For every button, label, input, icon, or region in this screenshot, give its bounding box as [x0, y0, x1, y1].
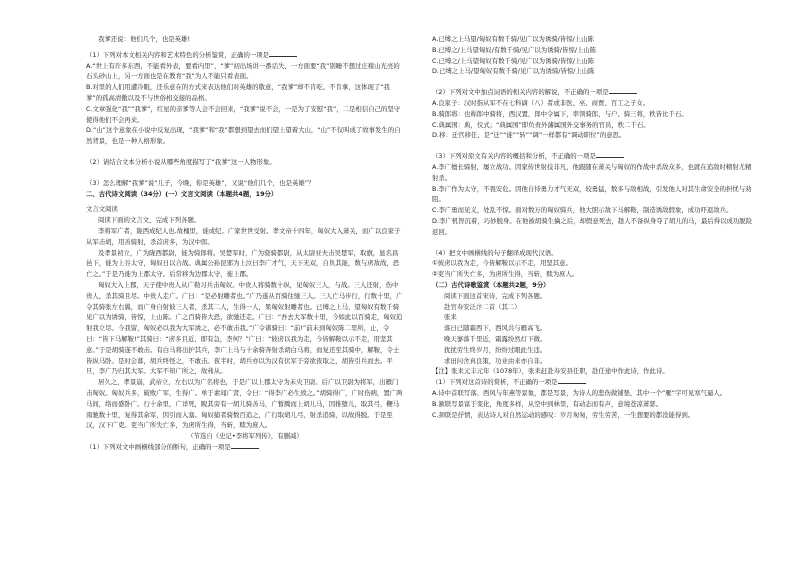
poem-title: 赴官寿安泛汴二首（其二） [444, 302, 521, 311]
classical-question-2: （2）下列对文中加点词语的相关内容的解说，不正确的一项是 [432, 87, 754, 98]
punct-option-c: C.已缚之/上马望匈奴有数千骑/见广以为诱骑/皆惊/上山陈 [432, 56, 595, 65]
poetry-option-b: B.颔联写景富于变化，角度多样，从空中到林里，有动态而有声，意境苍凉萧瑟。 [432, 399, 663, 408]
passage-instruction: 阅读下面的文言文，完成下列各题。 [98, 216, 201, 225]
option-d: D.“山”这个意象在小说中反复出现，“我爹”和“我”都想到望去而们望上望着大山，“山”不仅叫成了故事发生的自然背景，也是一种人格形象。 [86, 126, 401, 146]
analysis-option-d: D.李广机智沉着，巧妙脱身。在他被胡骑生擒之后，却假意死去，趁人不备纵身夺了胡儿的马，最后得以成功脱险返回。 [432, 216, 753, 236]
analysis-option-a: A.李广擅长骑射，屡立战功。因家传世射技非凡，他跟随在萧关与匈奴的作战中杀敌众多，也就在追敌时精射尤精射杀。 [432, 162, 752, 182]
story-ending: 我爹还说：他们几个，也是英雄! [98, 35, 191, 43]
question-2: （2）请结合文本分析小说从哪些角度描写了“我爹”这一人物形象。 [86, 157, 276, 166]
passage-paragraph-4: 居久之，孝景崩，武帝立，左右以为广名将也，于是广以上郡太守为未央卫尉。后广以卫尉为将军，出雁门击匈奴。匈奴兵多，破败广军，生得广。单于素闻广贤，令曰：“得李广必生致之。”胡骑得广，广时伤病，置广两马间，络而盛卧广。行十余里，广详死，睨其旁有一胡儿骑善马，广暂腾而上胡儿马，因推堕儿，取其弓，鞭马南驰数十里，复得其余军，因引而入塞。匈奴捕者骑数百追之，广行取胡儿弓，射杀追骑，以故得脱。于是至汉，汉下广吏。吏当广所失亡多，为虏所生得，当斩，赎为庶人。 [86, 378, 403, 430]
classical-question-3: （3）下列对原文有关内容的概括和分析，不正确的一项是 [432, 151, 754, 162]
term-option-d: D.移：迁官移任，是“迁”“徙”“转”“调”一样都有“调动职位”的意思。 [432, 131, 626, 140]
passage-source: （节选自《史记•李将军列传》，有删减） [187, 432, 303, 441]
punct-option-b: B.已缚之/上马望匈奴/有数千骑/见广以为诱骑/皆惊/上山陈 [432, 45, 597, 54]
analysis-option-c: C.李广勇而见义，处乱不惊。面对数万的匈奴骑兵，他大胆示敌下马解鞍，制造诱敌假象，成功吓退敌兵。 [432, 206, 733, 215]
translate-sentence-1: ①彼虏以我为走，今皆解鞍以示不走，用坚其意。 [432, 259, 572, 268]
poem-note: 【注】张耒元丰元年（1078年），张耒赶赴寿安县任职，赴任途中作此诗，作此诗。 [432, 367, 669, 376]
poem-line-2: 晚天寥落千里近，霜露纷然灯下微。 [444, 334, 547, 343]
passage-paragraph-3: 匈奴大入上郡，天子使中贵人从广勒习兵击匈奴。中贵人将骑数十纵，见匈奴三人，与战。三人还射，伤中贵人，杀其骑且尽。中贵人走广。广曰：“是必射雕者也。”广乃遂从百骑往驰三人。三人亡马步行，行数十里，广令其骑张左右翼，而广身自射彼三人者，杀其二人，生得一人，果匈奴射雕者也。已缚之上马，望匈奴有数千骑见广以为诱骑，皆惊，上山陈。广之百骑皆大恐，欲驰还走。广曰：“吾去大军数十里，今如此以百骑走，匈奴追射我立尽。今我留，匈奴必以我为大军诱之，必不敢击我。”广令诸骑曰：“前!”前未到匈奴陈二里所，止，令曰：“皆下马解鞍!”其骑曰：“虏多且近，即有急，柰何？”广曰：“彼虏以我为走，今皆解鞍以示不走，用坚其意。”于是胡骑遂不敢击。有白马将出护其兵，李广上马与十余骑奔射杀胡白马将，而复还至其骑中，解鞍，令士皆纵马卧。是时会暮，胡兵终怪之，不敢击。夜半时，胡兵亦以为汉有伏军于旁欲夜取之，胡皆引兵而去。平旦，李广乃归其大军。大军不知广所之，故弗从。 [86, 280, 403, 376]
left-column [86, 34, 404, 453]
classical-question-1: （1）下列对文中画横线部分的断句，正确的一项是 [86, 442, 404, 453]
option-c: C.文章强化“我”“我爹”，红星的亲爹等人会不会回来，“我爹”说不会，一是为了安慰“我”，二是相信自己的坚守使得他们不会再来。 [86, 104, 401, 124]
passage-paragraph-2: 及孝景初立，广为陇西都尉，徙为骑郎将。吴楚军时，广为骁骑都尉，从太尉亚夫击吴楚军，取旗，显名昌邑下，徙为上谷太守，匈奴日以合战。典属公孙昆邪为上泣曰李广才气，天下无双，自负其能，数与虏敌战，恐亡之。”于是乃徙为上郡太守。后常移为边郡太守，徙上郡。 [86, 248, 400, 279]
poetry-heading: （二）古代诗歌鉴赏（本题共2题，9分） [432, 280, 550, 289]
translate-sentence-2: ②吏当广所失亡多，为虏所生得，当斩，赎为庶人。 [432, 270, 579, 279]
passage-paragraph-1: 李将军广者，陇西成纪人也.故槐里，徙成纪。广家世世受射。孝文帝十四年，匈奴大入萧关，而广以良家子从军击胡，用善骑射，杀首虏多，为汉中郎。 [86, 226, 401, 246]
question-3: （3）怎么理解“我爹”说“儿子，今晚，你是英雄”，又说“他们几个，也是英雄”？ [86, 178, 315, 187]
poem-line-3: 扰扰劳生终岁月，纷纷过眼此生违。 [444, 345, 547, 354]
option-b: B.对里的人们用遭冷眼，还乐意在的方式来表达他们对英雄的敬意，“我爹”却不肯吃、不肯拿，这体现了“我爹”的孤高清傲以及不与世俗相交接的品格。 [86, 83, 390, 102]
poetry-instruction: 阅读下面这首宋诗，完成下列各题。 [444, 291, 547, 300]
punct-option-d: D.已缚之上马/望匈奴有数千骑/见广以为诱骑/皆惊/上山陈 [432, 67, 595, 76]
passage-title: 文言文阅读 [86, 205, 118, 214]
option-a: A.“世上有许多东西，不能看外表，要看内里”，“爹”初出场讲一番话失，一方面要“我”别睡不想过庄稼山光亮的石头砂山上，另一方面也是在教育“我”为人不能只看表面。 [86, 61, 400, 81]
term-option-b: B.骑郎将：也称郎中骑将，西汉置，郎中令属下，率领骑郎，与户、骑三将，秩皆比千石。 [432, 109, 688, 118]
poem-line-1: 落日已随霜西下，西风共与雁高飞。 [444, 324, 547, 333]
poetry-option-a: A.诗中首联写落、西风与年燕等景象，都是写景，为诗人的悲伤做铺垫，其中一个“雁”字可见寒气逼人。 [432, 388, 727, 397]
poetry-option-c: C.颈联是抒情，表达诗人对自然运动的感叹：岁月匆匆，劳生劳苦，一生想要的都没能得到。 [432, 410, 695, 419]
poem-line-4: 求田问舍真良策，功业由来亦自非。 [444, 356, 547, 365]
section-heading: 二、古代诗文阅读（34分）(一）文言文阅读（本题共4题，19分） [86, 189, 278, 198]
term-option-c: C.典属国：典，仪式；“典属国”即负责外藩属国外交事务的官员，秩二千石。 [432, 120, 650, 129]
question-1: （1）下列对本文相关内容和艺术特色的分析鉴赏，正确的一项是 [86, 50, 404, 61]
analysis-option-b: B.李广作为太守，不畏安危。因他自恃勇力才气无双，较勇猛，数多与敌相战，引发他人对其生命安全的担忧与劝阻。 [432, 184, 752, 204]
punct-option-a: A.已缚之上马望/匈奴有数千骑/见广以为诱骑/皆惊/上山陈 [432, 35, 594, 43]
poem-author: 张耒 [444, 313, 457, 322]
classical-question-4: （4）把文中画横线的句子翻译成现代汉语。 [432, 248, 558, 257]
right-column [432, 34, 754, 420]
term-option-a: A.良家子：汉时指从军不在七科谪（八）者或非医、巫、商贾、百工之子女。 [432, 98, 650, 107]
poetry-question-1: （1）下列对这首诗的赏析，不正确的一项是 [432, 377, 754, 388]
